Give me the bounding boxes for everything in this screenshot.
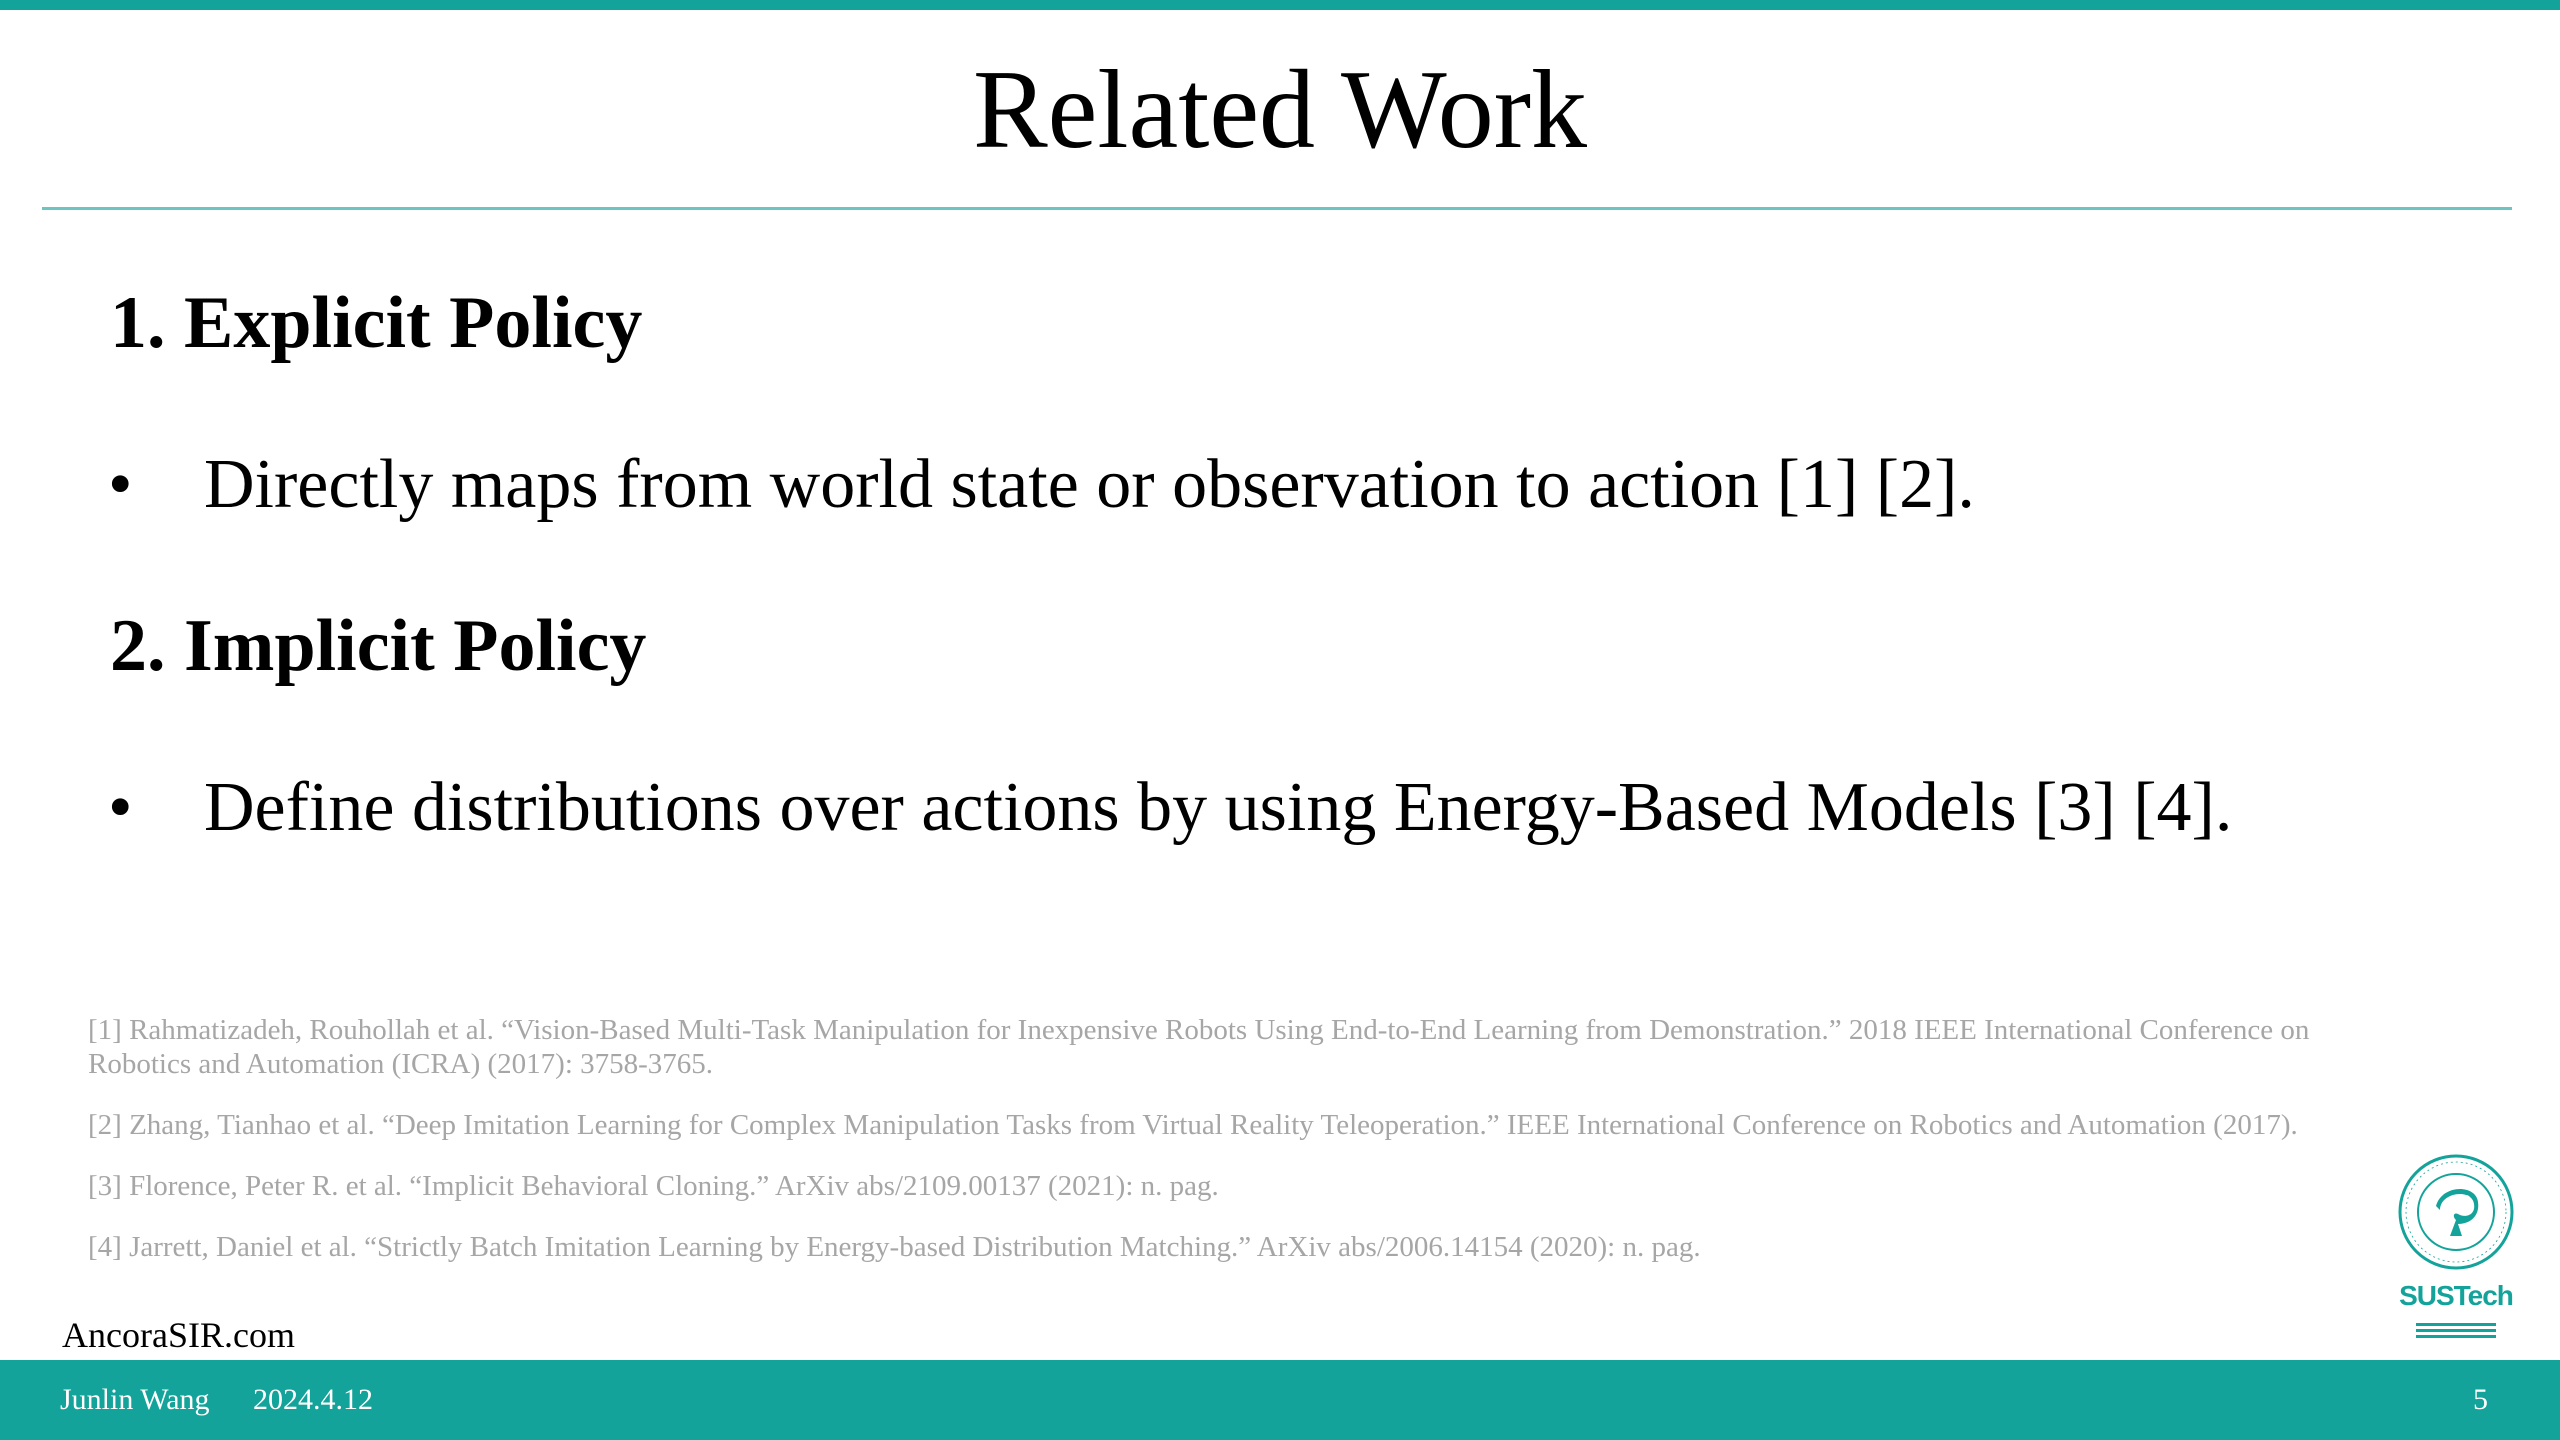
footer-page-number: 5 xyxy=(2473,1383,2488,1416)
reference-item: [2] Zhang, Tianhao et al. “Deep Imitation Learning for Complex Manipulation Tasks from Virtual Reality Teleoperation.” IEEE International Conference on Robotics and Automation (2017). xyxy=(88,1109,2298,1141)
bullet-glyph: • xyxy=(108,446,133,523)
top-accent-bar xyxy=(0,0,2560,10)
reference-item: [3] Florence, Peter R. et al. “Implicit Behavioral Cloning.” ArXiv abs/2109.00137 (2021): n. pag. xyxy=(88,1170,1219,1202)
logo-wordmark: SUSTech xyxy=(2399,1280,2513,1311)
footer-bar xyxy=(0,1360,2560,1440)
bullet-glyph: • xyxy=(108,769,133,846)
footer-author: Junlin Wang xyxy=(60,1383,210,1416)
section-heading-explicit-policy: 1. Explicit Policy xyxy=(110,282,643,364)
bullet-text: Directly maps from world state or observation to action [1] [2]. xyxy=(204,446,1975,523)
slide-title: Related Work xyxy=(972,48,1588,172)
references-list xyxy=(88,1013,2338,1264)
bullet-item-implicit-policy xyxy=(108,763,2232,853)
logo-subtitle-icon xyxy=(2398,1320,2514,1340)
footer-date: 2024.4.12 xyxy=(253,1383,373,1416)
reference-item: [1] Rahmatizadeh, Rouhollah et al. “Vision-Based Multi-Task Manipulation for Inexpensive Robots Using End-to-End Learning from Demonstration.” 2018 IEEE International Conference on Robotics and Automation (ICRA) (2017): 3758-3765. xyxy=(88,1014,2310,1080)
reference-item: [4] Jarrett, Daniel et al. “Strictly Batch Imitation Learning by Energy-based Distribution Matching.” ArXiv abs/2006.14154 (2020): n. pag. xyxy=(88,1231,1701,1263)
bullet-text: Define distributions over actions by using Energy-Based Models [3] [4]. xyxy=(204,769,2233,846)
bullet-item-explicit-policy xyxy=(108,440,1975,530)
section-heading-implicit-policy: 2. Implicit Policy xyxy=(110,605,647,687)
university-seal-icon xyxy=(2396,1152,2516,1272)
title-divider xyxy=(42,207,2512,210)
website-label: AncoraSIR.com xyxy=(62,1315,295,1355)
university-logo xyxy=(2386,1152,2526,1352)
